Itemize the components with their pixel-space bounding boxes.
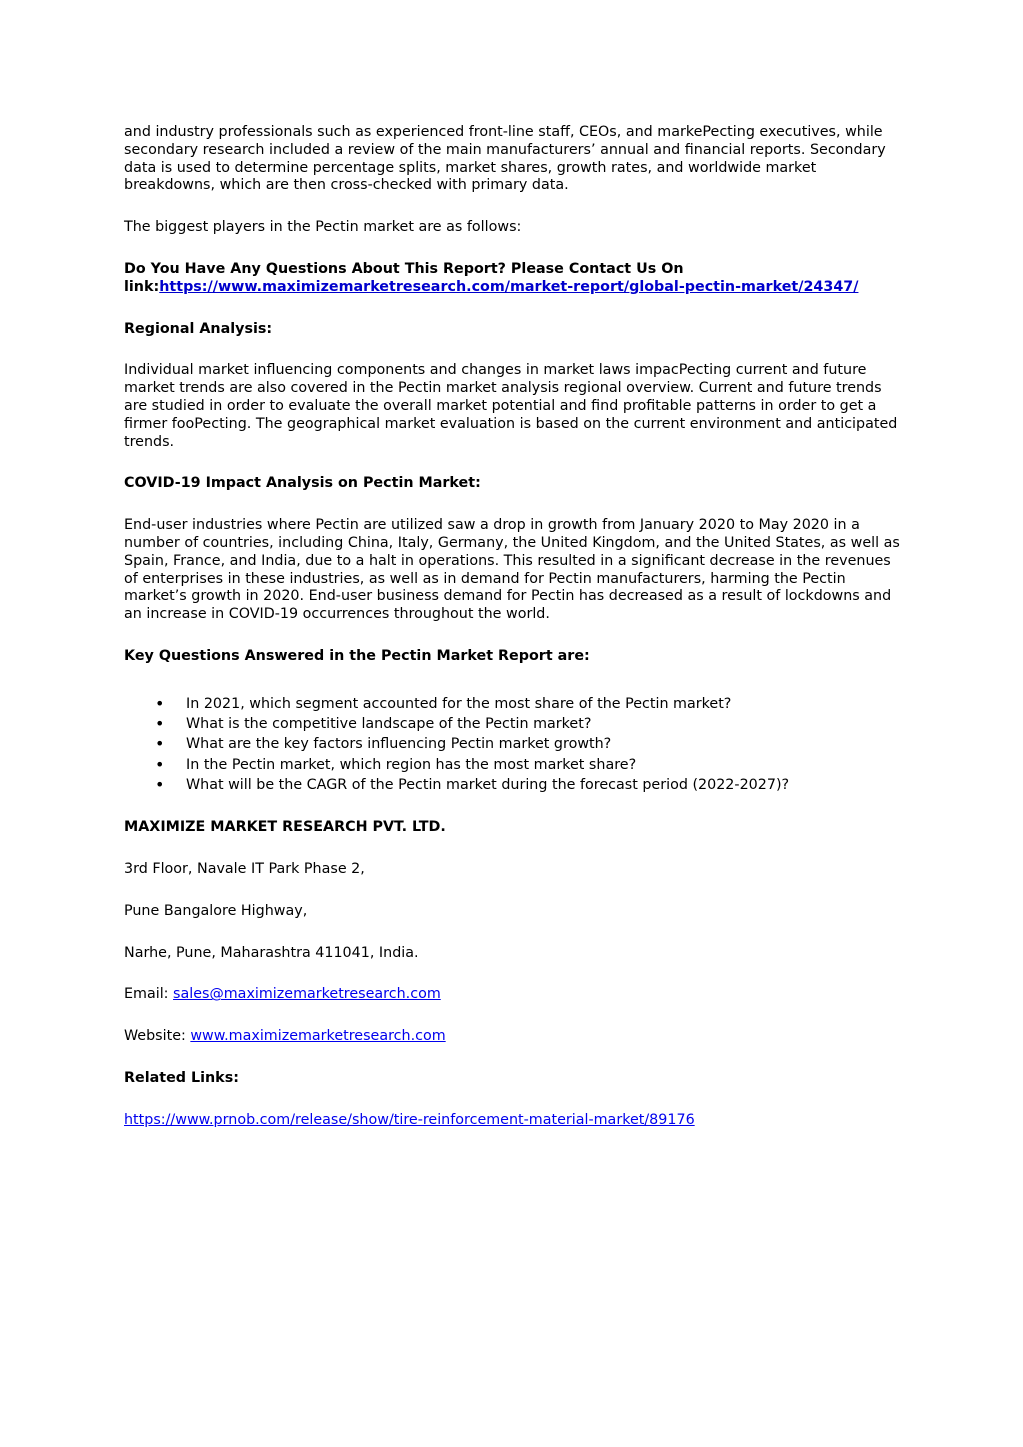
address-line-3: Narhe, Pune, Maharashtra 411041, India. (124, 944, 419, 961)
list-item (124, 714, 909, 734)
list-item (124, 694, 909, 714)
email-label: Email: (124, 986, 174, 1003)
key-questions-heading: Key Questions Answered in the Pectin Market Report are: (124, 647, 590, 664)
covid-body: End-user industries where Pectin are utilized saw a drop in growth from January 2020 to May 2020 in a number of countries, including China, Italy, Germany, the United Kingdom, and the United States, as well as Spain, France, and India, due to a halt in operations. This resulted in a significant decrease in the revenues of enterprises in these industries, as well as in demand for Pectin manufacturers, harming the Pectin market’s growth in 2020. End-user business demand for Pectin has decreased as a result of lockdowns and an increase in COVID-19 occurrences throughout the world. (124, 517, 900, 623)
bullet-icon: • (155, 714, 165, 734)
regional-body: Individual market influencing components and changes in market laws impacPecting current and future market trends are also covered in the Pectin market analysis regional overview. Current and future trends are studied in order to evaluate the overall market potential and find profitable patterns in order to get a firmer fooPecting. The geographical market evaluation is based on the current environment and anticipated trends. (124, 362, 898, 450)
list-item-text: What is the competitive landscape of the Pectin market? (186, 716, 592, 733)
website-label: Website: (124, 1028, 191, 1045)
list-item (124, 775, 909, 795)
key-questions-list (124, 694, 909, 795)
regional-heading: Regional Analysis: (124, 320, 273, 337)
players-line: The biggest players in the Pectin market are as follows: (124, 219, 522, 236)
list-item (124, 755, 909, 775)
bullet-icon: • (155, 734, 165, 754)
related-link[interactable]: https://www.prnob.com/release/show/tire-reinforcement-material-market/89176 (124, 1111, 695, 1128)
related-links-heading: Related Links: (124, 1070, 239, 1086)
contact-line (124, 261, 909, 297)
contact-prefix: Do You Have Any Questions About This Report? Please Contact Us On link: (124, 260, 684, 295)
covid-heading: COVID-19 Impact Analysis on Pectin Market: (124, 475, 481, 492)
address-line-2: Pune Bangalore Highway, (124, 902, 308, 919)
document-page (124, 124, 909, 1154)
list-item-text: In the Pectin market, which region has the most market share? (186, 756, 637, 773)
bullet-icon: • (155, 693, 165, 713)
email-link[interactable]: sales@maximizemarketresearch.com (173, 986, 441, 1003)
intro-paragraph: and industry professionals such as experienced front-line staff, CEOs, and markePecting executives, while secondary research included a review of the main manufacturers’ annual and financial reports. Secondary data is used to determine percentage splits, market shares, growth rates, and worldwide market breakdowns, which are then cross-checked with primary data. (124, 124, 886, 194)
report-link[interactable]: https://www.maximizemarketresearch.com/market-report/global-pectin-market/24347/ (159, 278, 859, 295)
email-line (124, 986, 909, 1004)
website-link[interactable]: www.maximizemarketresearch.com (190, 1028, 446, 1045)
list-item (124, 734, 909, 754)
company-name: MAXIMIZE MARKET RESEARCH PVT. LTD. (124, 819, 446, 836)
list-item-text: What are the key factors influencing Pectin market growth? (186, 736, 612, 753)
list-item-text: In 2021, which segment accounted for the most share of the Pectin market? (186, 695, 732, 712)
list-item-text: What will be the CAGR of the Pectin market during the forecast period (2022-2027)? (186, 776, 790, 793)
bullet-icon: • (155, 774, 165, 794)
website-line (124, 1028, 909, 1046)
related-link-line (124, 1112, 909, 1130)
address-line-1: 3rd Floor, Navale IT Park Phase 2, (124, 861, 365, 878)
bullet-icon: • (155, 754, 165, 774)
